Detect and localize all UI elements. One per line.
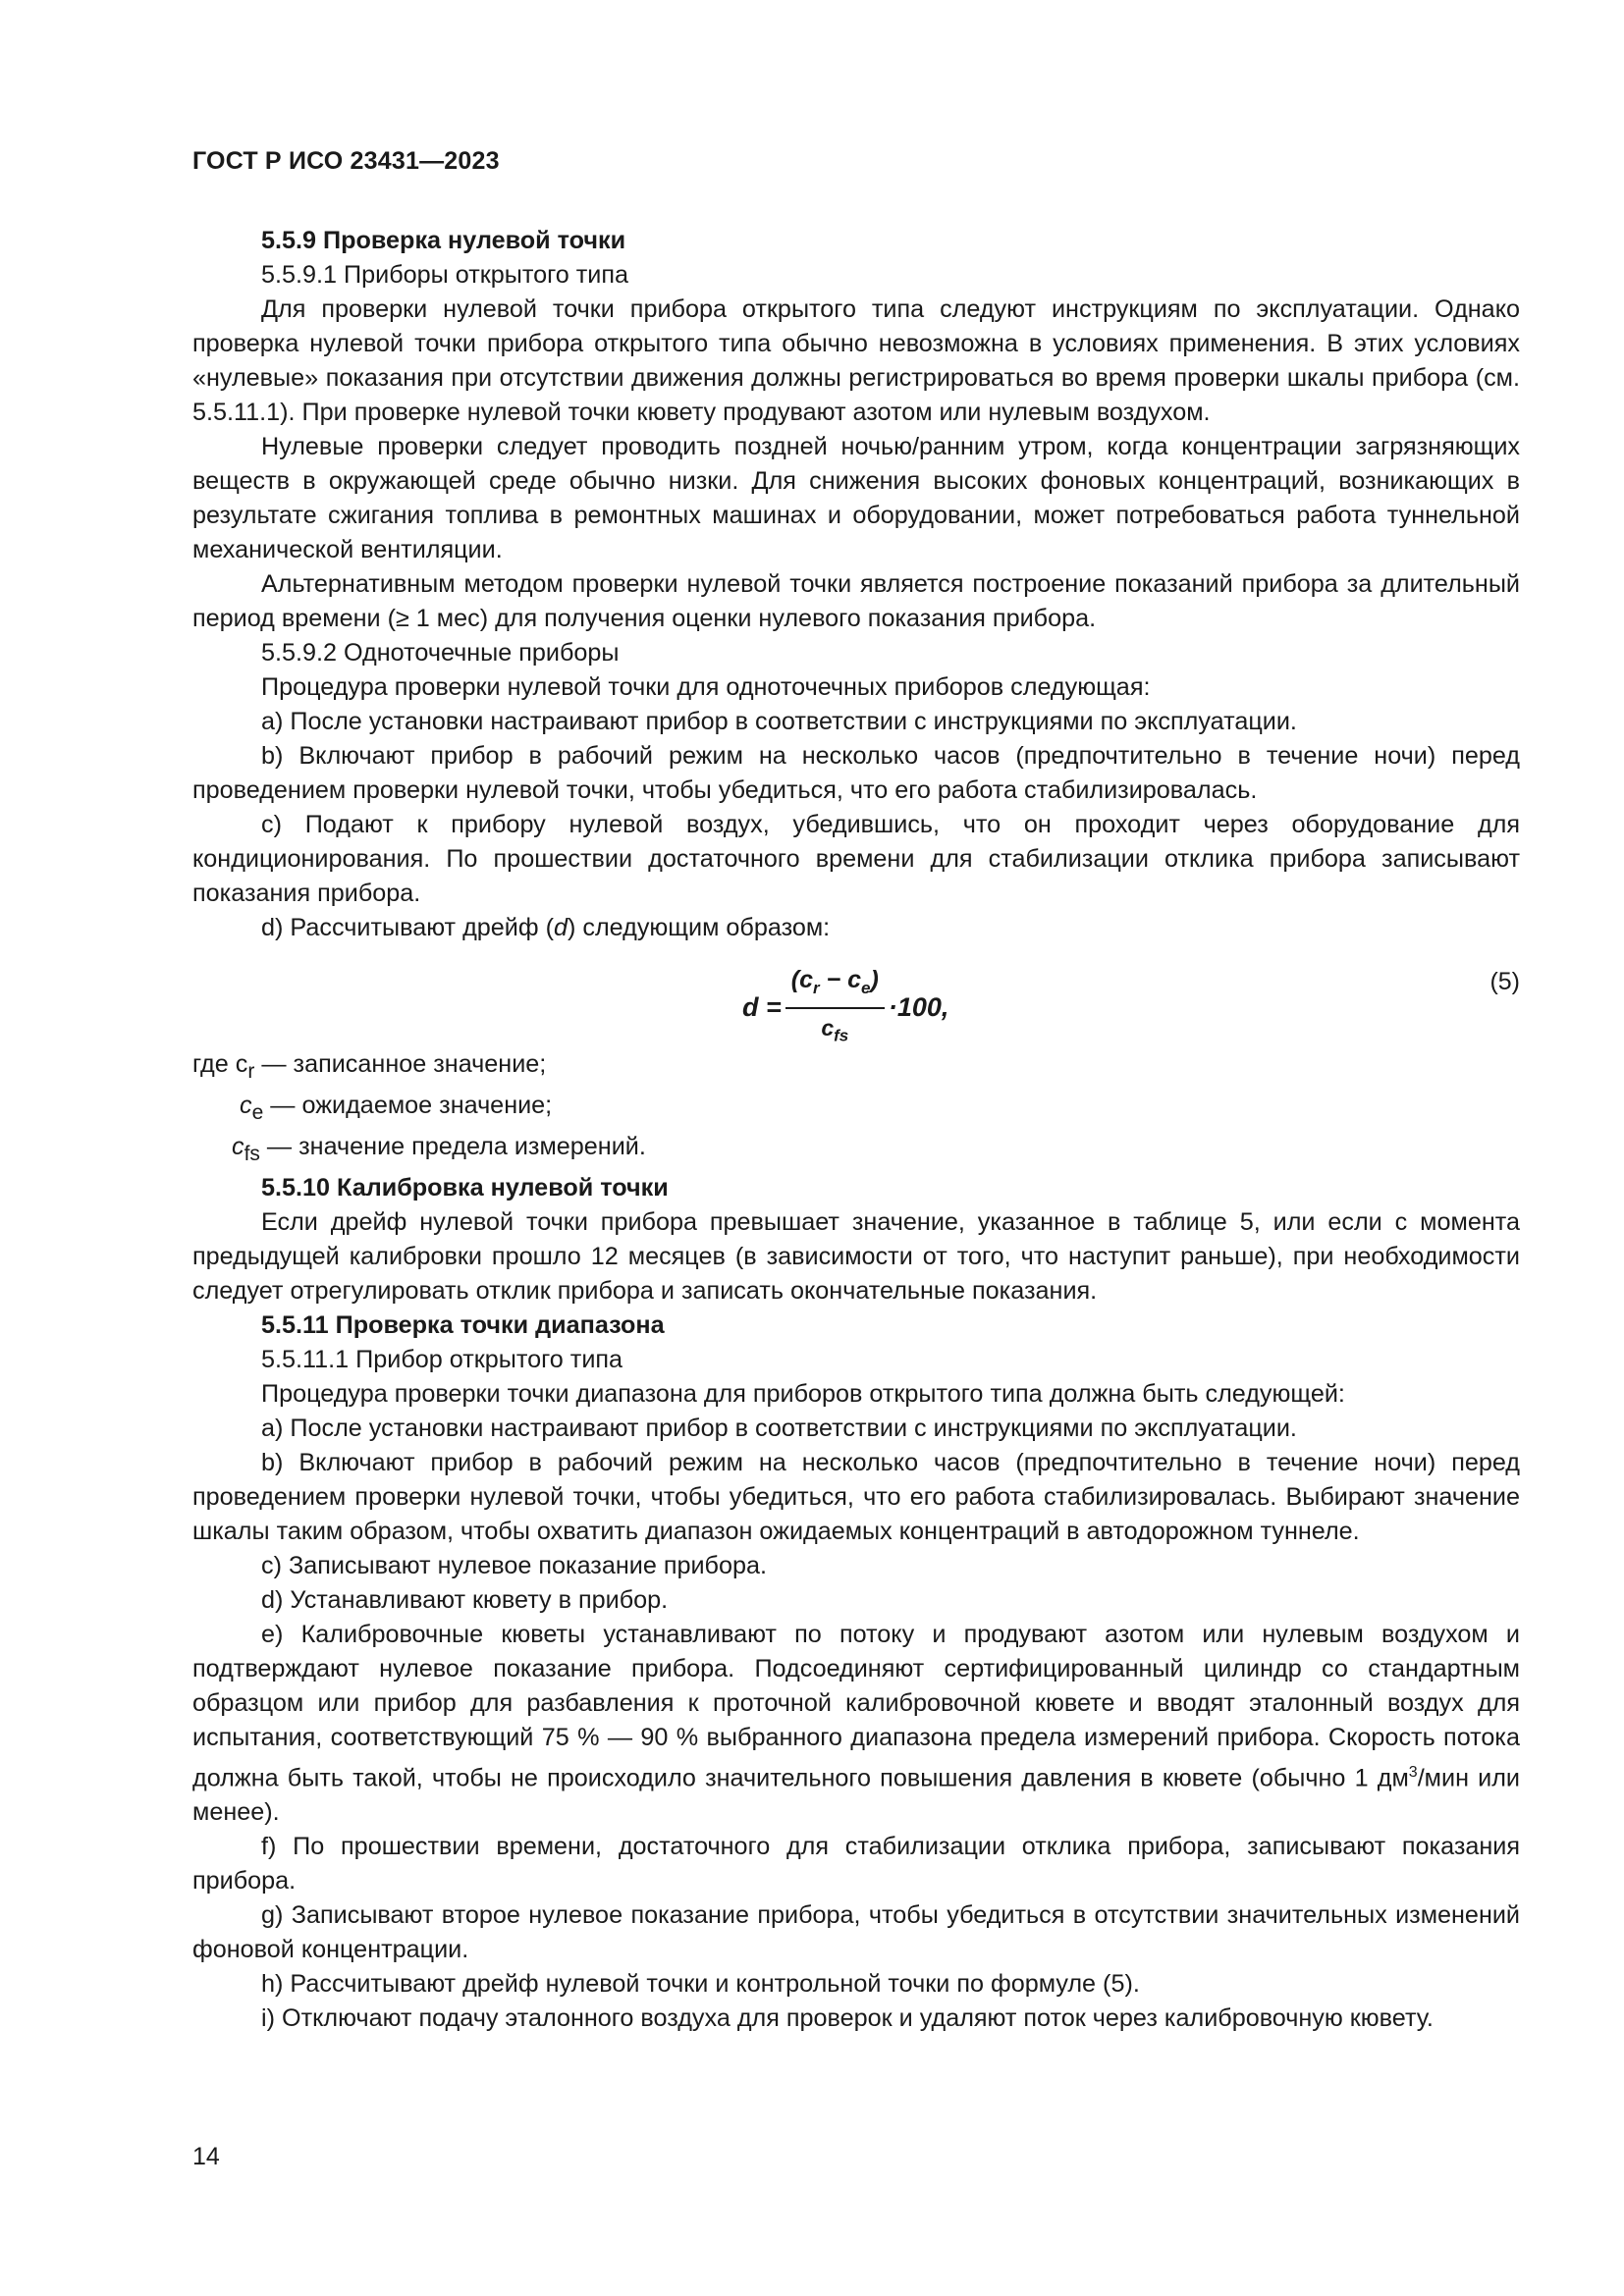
formula-row (192, 945, 1520, 1047)
drift-formula (742, 963, 948, 1053)
paragraph: Для проверки нулевой точки прибора открытого типа следуют инструкциям по эксплуатации. Однако проверка нулевой точки прибора открытого типа обычно невозможна в условиях применения. В этих условиях «нулевые» показания при отсутствии движения должны регистрироваться во время проверки шкалы прибора (см. 5.5.11.1). При проверке нулевой точки кювету продувают азотом или нулевым воздухом. (192, 295, 1520, 426)
formula-legend (192, 1047, 1520, 1171)
section-heading-5-5-9: 5.5.9 Проверка нулевой точки (261, 227, 626, 254)
list-item-a: a) После установки настраивают прибор в соответствии с инструкциями по эксплуатации. (261, 708, 1297, 735)
list-item-h: h) Рассчитывают дрейф нулевой точки и контрольной точки по формуле (5). (261, 1970, 1140, 1999)
list-item-c: c) Записывают нулевое показание прибора. (261, 1552, 768, 1580)
section-heading-5-5-10: 5.5.10 Калибровка нулевой точки (261, 1174, 669, 1202)
section-heading-5-5-11: 5.5.11 Проверка точки диапазона (261, 1311, 665, 1340)
list-item-d: d) Устанавливают кювету в прибор. (261, 1586, 669, 1615)
paragraph: Если дрейф нулевой точки прибора превышает значение, указанное в таблице 5, или если с момента предыдущей калибровки прошло 12 месяцев (в зависимости от того, что наступит раньше), при необходимости следует отрегулировать отклик прибора и записать окончательные показания. (192, 1208, 1520, 1306)
list-item-b: b) Включают прибор в рабочий режим на несколько часов (предпочтительно в течение ночи) перед проведением проверки нулевой точки, чтобы убедиться, что его работа стабилизировалась. (192, 742, 1520, 804)
formula-tail: ·100, (888, 992, 949, 1023)
paragraph: Процедура проверки точки диапазона для приборов открытого типа должна быть следующей: (261, 1380, 1345, 1409)
legend-ce: $c_e$ — ожидаемое значение; (240, 1092, 553, 1125)
list-item-d: d) Рассчитывают дрейф (d) следующим образом: (261, 914, 831, 941)
page-number: 14 (192, 2143, 220, 2170)
formula-fraction (785, 963, 885, 1053)
legend-cfs: $c_{fs}$ — значение предела измерений. (232, 1133, 646, 1166)
list-item-e: e) Калибровочные кюветы устанавливают по потоку и продувают азотом или нулевым воздухом и подтверждают нулевое показание прибора. Подсоединяют сертифицированный цилиндр со стандартным образцом или прибор для разбавления к проточной калибровочной кювете и вводят эталонный воздух для испытания, соответствующий 75 % — 90 % выбранного диапазона предела измерений прибора. Скорость потока должна быть такой, чтобы не происходило значительного повышения давления в кювете (обычно 1 $дм^3$/мин или менее). (192, 1621, 1520, 1827)
standard-header: ГОСТ Р ИСО 23431—2023 (192, 147, 500, 175)
equation-number: (5) (1489, 968, 1520, 995)
formula-numerator: $(c_r - c_e)$ (785, 963, 885, 1009)
list-item-a: a) После установки настраивают прибор в соответствии с инструкциями по эксплуатации. (261, 1415, 1297, 1443)
subsection-heading-5-5-9-1: 5.5.9.1 Приборы открытого типа (261, 261, 629, 289)
list-item-c: c) Подают к прибору нулевой воздух, убедившись, что он проходит через оборудование для кондиционирования. По прошествии достаточного времени для стабилизации отклика прибора записывают показания прибора. (192, 811, 1520, 907)
paragraph: Процедура проверки нулевой точки для одноточечных приборов следующая: (261, 673, 1151, 701)
subsection-heading-5-5-11-1: 5.5.11.1 Прибор открытого типа (261, 1346, 623, 1374)
legend-cr: где $c_r$ — записанное значение; (192, 1050, 547, 1084)
subsection-heading-5-5-9-2: 5.5.9.2 Одноточечные приборы (261, 639, 620, 667)
page-content (192, 224, 1520, 2036)
list-item-g: g) Записывают второе нулевое показание прибора, чтобы убедиться в отсутствии значительных изменений фоновой концентрации. (192, 1901, 1520, 1964)
paragraph: Нулевые проверки следует проводить поздней ночью/ранним утром, когда концентрации загрязняющих веществ в окружающей среде обычно низки. Для снижения высоких фоновых концентраций, возникающих в результате сжигания топлива в ремонтных машинах и оборудовании, может потребоваться работа туннельной механической вентиляции. (192, 433, 1520, 563)
formula-denominator: $c_{fs}$ (821, 1015, 849, 1045)
list-item-i: i) Отключают подачу эталонного воздуха для проверок и удаляют поток через калибровочную кювету. (261, 2004, 1434, 2033)
formula-lhs: d = (742, 992, 782, 1023)
list-item-b: b) Включают прибор в рабочий режим на несколько часов (предпочтительно в течение ночи) перед проведением проверки нулевой точки, чтобы убедиться, что его работа стабилизировалась. Выбирают значение шкалы таким образом, чтобы охватить диапазон ожидаемых концентраций в автодорожном туннеле. (192, 1449, 1520, 1546)
list-item-f: f) По прошествии времени, достаточного для стабилизации отклика прибора, записывают показания прибора. (192, 1833, 1520, 1896)
paragraph: Альтернативным методом проверки нулевой точки является построение показаний прибора за длительный период времени (≥ 1 мес) для получения оценки нулевого показания прибора. (192, 570, 1520, 632)
